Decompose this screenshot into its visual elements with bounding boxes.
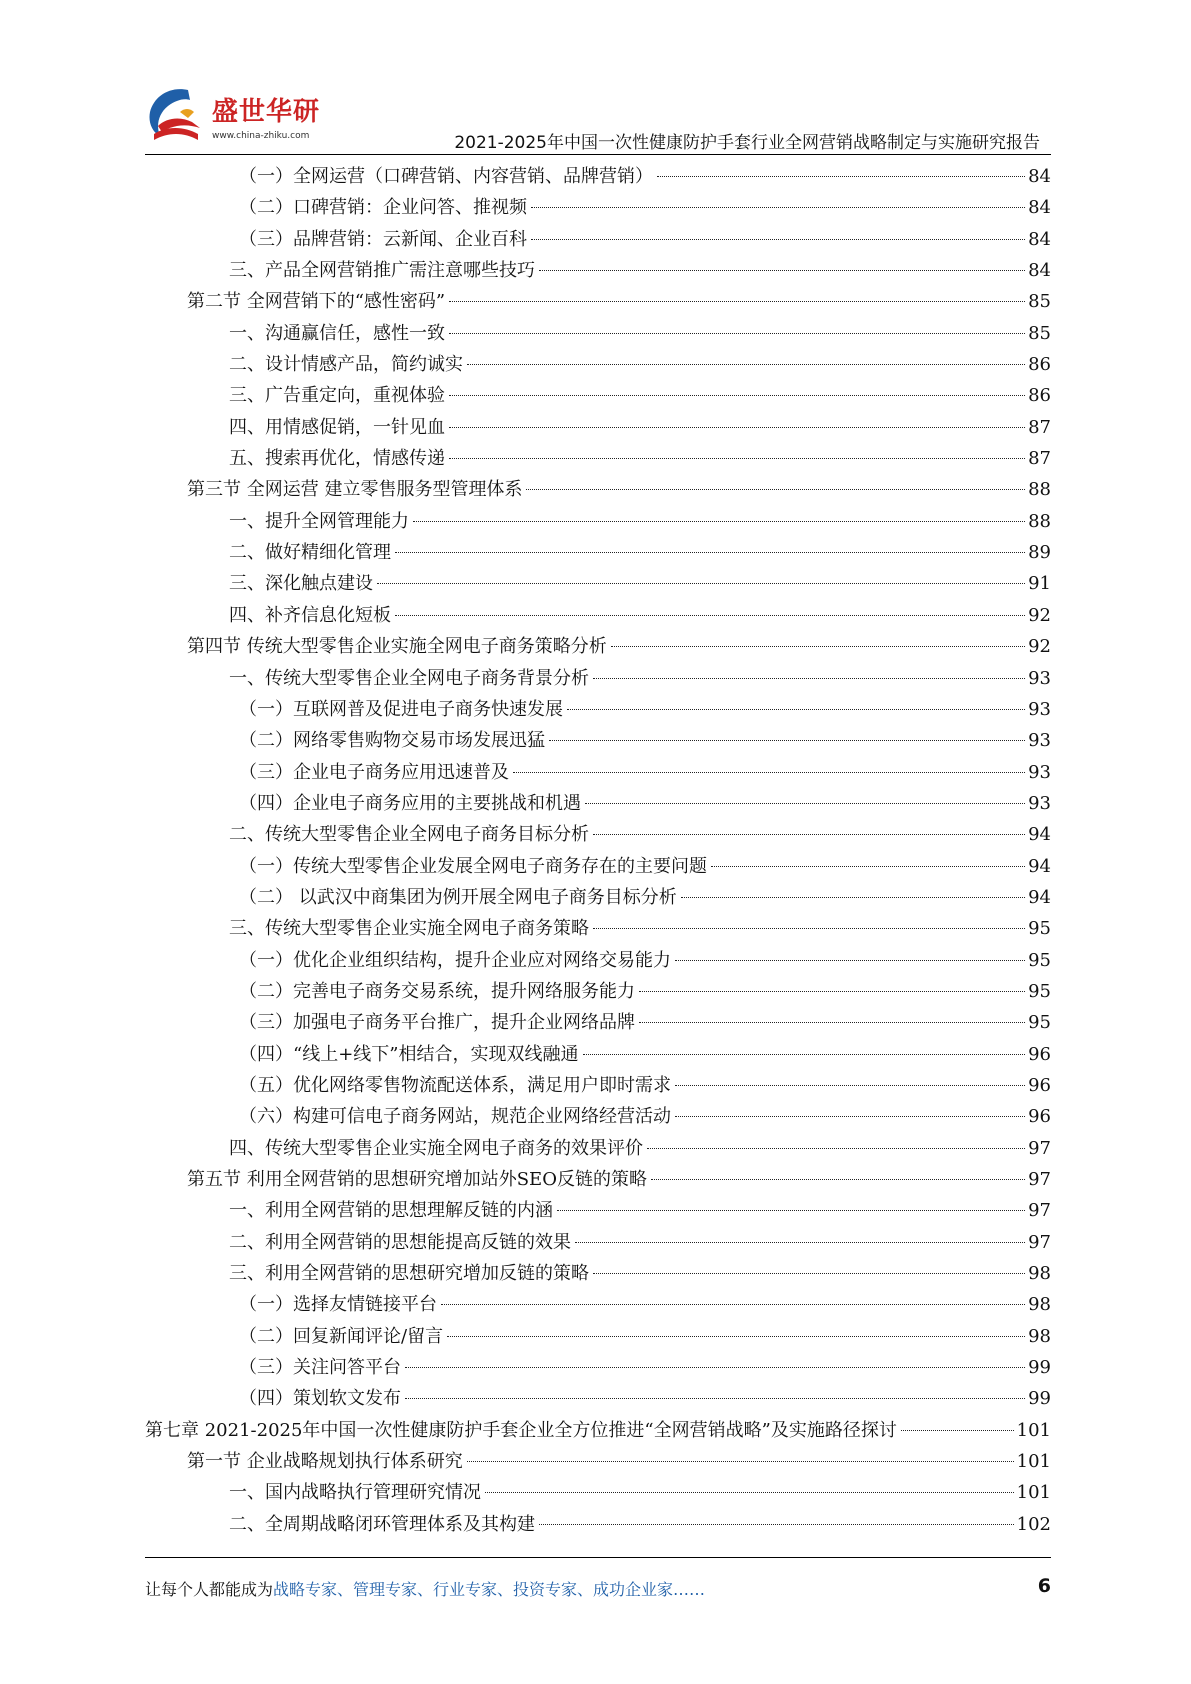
toc-dot-leader [549, 740, 1025, 741]
toc-entry-label: （三）加强电子商务平台推广，提升企业网络品牌 [239, 1012, 635, 1034]
toc-entry-page: 95 [1028, 980, 1051, 1002]
toc-dot-leader [593, 1273, 1025, 1274]
toc-entry[interactable] [145, 1258, 1051, 1289]
toc-entry[interactable] [145, 1101, 1051, 1132]
toc-entry-label: 三、深化触点建设 [229, 573, 373, 595]
toc-entry-label: （二）回复新闻评论/留言 [239, 1325, 444, 1347]
toc-dot-leader [539, 1524, 1014, 1525]
toc-entry-label: 一、国内战略执行管理研究情况 [229, 1482, 481, 1504]
footer-slogan [145, 1577, 705, 1600]
toc-entry[interactable] [145, 694, 1051, 725]
toc-entry-page: 101 [1016, 1419, 1051, 1441]
toc-entry[interactable] [145, 192, 1051, 223]
toc-entry-label: 二、传统大型零售企业全网电子商务目标分析 [229, 824, 589, 846]
toc-entry-page: 88 [1028, 479, 1051, 501]
toc-entry[interactable] [145, 1415, 1051, 1446]
toc-entry[interactable] [145, 349, 1051, 380]
toc-dot-leader [449, 333, 1025, 334]
toc-entry-label: 五、搜索再优化，情感传递 [229, 448, 445, 470]
toc-entry[interactable] [145, 1164, 1051, 1195]
toc-entry-page: 98 [1028, 1263, 1051, 1285]
report-title: 2021-2025年中国一次性健康防护手套行业全网营销战略制定与实施研究报告 [454, 133, 1040, 153]
toc-entry-page: 102 [1016, 1513, 1051, 1535]
toc-entry-label: 三、利用全网营销的思想研究增加反链的策略 [229, 1263, 589, 1285]
toc-entry-label: 一、沟通赢信任，感性一致 [229, 322, 445, 344]
toc-entry-label: 第四节 传统大型零售企业实施全网电子商务策略分析 [187, 636, 607, 658]
toc-entry[interactable] [145, 1477, 1051, 1508]
logo-name: 盛世华研 [212, 97, 321, 127]
toc-entry[interactable] [145, 1039, 1051, 1070]
toc-entry[interactable] [145, 663, 1051, 694]
toc-entry-page: 99 [1028, 1388, 1051, 1410]
toc-entry-label: 四、传统大型零售企业实施全网电子商务的效果评价 [229, 1137, 643, 1159]
toc-entry-page: 94 [1028, 886, 1051, 908]
toc-dot-leader [675, 1116, 1025, 1117]
toc-entry-label: （三）关注问答平台 [239, 1357, 401, 1379]
toc-dot-leader [675, 1085, 1025, 1086]
page-header [0, 0, 1191, 160]
toc-entry[interactable] [145, 725, 1051, 756]
toc-entry-label: （五）优化网络零售物流配送体系，满足用户即时需求 [239, 1074, 671, 1096]
toc-dot-leader [593, 678, 1025, 679]
toc-entry-page: 93 [1028, 761, 1051, 783]
toc-entry-page: 84 [1028, 166, 1051, 187]
toc-entry[interactable] [145, 631, 1051, 662]
toc-entry-label: （四）“线上+线下”相结合，实现双线融通 [239, 1043, 579, 1065]
toc-entry[interactable] [145, 443, 1051, 474]
toc-entry-label: （一）互联网普及促进电子商务快速发展 [239, 698, 563, 720]
toc-entry-page: 96 [1028, 1074, 1051, 1096]
toc-dot-leader [611, 646, 1025, 647]
toc-entry-label: 四、用情感促销，一针见血 [229, 416, 445, 438]
toc-dot-leader [681, 897, 1025, 898]
toc-entry-label: （四）企业电子商务应用的主要挑战和机遇 [239, 792, 581, 814]
toc-entry-page: 95 [1028, 949, 1051, 971]
toc-dot-leader [901, 1430, 1014, 1431]
toc-entry-page: 97 [1028, 1200, 1051, 1222]
toc-dot-leader [395, 615, 1025, 616]
toc-dot-leader [441, 1304, 1025, 1305]
toc-entry-label: （一）传统大型零售企业发展全网电子商务存在的主要问题 [239, 855, 707, 877]
slogan-accent: 战略专家、管理专家、行业专家、投资专家、成功企业家…… [273, 1580, 706, 1599]
toc-entry[interactable] [145, 913, 1051, 944]
toc-entry-page: 92 [1028, 604, 1051, 626]
toc-entry-page: 89 [1028, 542, 1051, 564]
toc-entry-label: 一、提升全网管理能力 [229, 510, 409, 532]
toc-entry-label: 一、利用全网营销的思想理解反链的内涵 [229, 1200, 553, 1222]
toc-entry-page: 94 [1028, 855, 1051, 877]
toc-entry-label: 二、设计情感产品，简约诚实 [229, 354, 463, 376]
toc-entry[interactable] [145, 255, 1051, 286]
toc-entry-page: 86 [1028, 385, 1051, 407]
toc-entry-page: 98 [1028, 1294, 1051, 1316]
toc-entry[interactable] [145, 788, 1051, 819]
footer-divider [145, 1557, 1051, 1558]
toc-dot-leader [657, 176, 1025, 177]
toc-entry[interactable] [145, 882, 1051, 913]
toc-entry[interactable] [145, 976, 1051, 1007]
toc-dot-leader [526, 489, 1025, 490]
toc-entry[interactable] [145, 380, 1051, 411]
toc-entry-page: 97 [1028, 1137, 1051, 1159]
toc-dot-leader [447, 1336, 1025, 1337]
toc-entry-page: 97 [1028, 1169, 1051, 1190]
toc-entry[interactable] [145, 819, 1051, 850]
toc-entry-page: 93 [1028, 792, 1051, 814]
toc-dot-leader [639, 1022, 1025, 1023]
toc-dot-leader [575, 1242, 1025, 1243]
toc-entry-page: 99 [1028, 1357, 1051, 1379]
toc-entry-page: 93 [1028, 730, 1051, 752]
toc-dot-leader [413, 521, 1025, 522]
page-number: 6 [1037, 1575, 1051, 1597]
toc-entry[interactable] [145, 1070, 1051, 1101]
toc-entry-label: 二、全周期战略闭环管理体系及其构建 [229, 1513, 535, 1535]
toc-dot-leader [531, 207, 1025, 208]
toc-entry-page: 84 [1028, 228, 1051, 250]
toc-entry-label: （六）构建可信电子商务网站，规范企业网络经营活动 [239, 1106, 671, 1128]
toc-entry-page: 86 [1028, 354, 1051, 376]
toc-dot-leader [639, 991, 1025, 992]
toc-dot-leader [377, 583, 1025, 584]
toc-entry[interactable] [145, 851, 1051, 882]
toc-dot-leader [585, 803, 1025, 804]
table-of-contents [145, 161, 1051, 1540]
toc-entry-label: 第五节 利用全网营销的思想研究增加站外SEO反链的策略 [187, 1169, 647, 1190]
toc-dot-leader [651, 1179, 1025, 1180]
toc-entry-label: 第一节 企业战略规划执行体系研究 [187, 1451, 463, 1473]
toc-entry-label: 二、利用全网营销的思想能提高反链的效果 [229, 1231, 571, 1253]
toc-dot-leader [539, 270, 1025, 271]
toc-entry[interactable] [145, 1133, 1051, 1164]
toc-entry[interactable] [145, 600, 1051, 631]
toc-entry[interactable] [145, 161, 1051, 192]
toc-entry-label: （三）企业电子商务应用迅速普及 [239, 761, 509, 783]
toc-entry-page: 94 [1028, 824, 1051, 846]
toc-entry-page: 85 [1028, 291, 1051, 313]
toc-entry[interactable] [145, 1446, 1051, 1477]
toc-entry-page: 92 [1028, 636, 1051, 658]
toc-dot-leader [449, 301, 1025, 302]
toc-entry-label: （一）全网运营（口碑营销、内容营销、品牌营销） [239, 166, 653, 187]
toc-entry[interactable] [145, 1352, 1051, 1383]
toc-entry[interactable] [145, 1227, 1051, 1258]
toc-entry[interactable] [145, 318, 1051, 349]
toc-entry[interactable] [145, 1007, 1051, 1038]
toc-entry[interactable] [145, 412, 1051, 443]
toc-entry-label: （二）完善电子商务交易系统，提升网络服务能力 [239, 980, 635, 1002]
toc-dot-leader [449, 427, 1025, 428]
toc-entry-label: 三、广告重定向，重视体验 [229, 385, 445, 407]
toc-dot-leader [405, 1398, 1025, 1399]
toc-dot-leader [467, 364, 1025, 365]
toc-entry-label: 三、产品全网营销推广需注意哪些技巧 [229, 260, 535, 282]
toc-entry-page: 91 [1028, 573, 1051, 595]
toc-dot-leader [467, 1461, 1014, 1462]
toc-entry-page: 95 [1028, 1012, 1051, 1034]
toc-entry-page: 87 [1028, 448, 1051, 470]
toc-entry[interactable] [145, 1321, 1051, 1352]
toc-entry-page: 101 [1016, 1451, 1051, 1473]
toc-dot-leader [593, 834, 1025, 835]
toc-entry[interactable] [145, 1383, 1051, 1414]
toc-entry-page: 84 [1028, 197, 1051, 219]
toc-dot-leader [513, 772, 1025, 773]
toc-dot-leader [647, 1148, 1025, 1149]
toc-entry[interactable] [145, 1509, 1051, 1540]
toc-entry[interactable] [145, 286, 1051, 317]
toc-entry-page: 101 [1016, 1482, 1051, 1504]
toc-entry-label: （二） 以武汉中商集团为例开展全网电子商务目标分析 [239, 886, 677, 908]
toc-entry-label: （一）优化企业组织结构，提升企业应对网络交易能力 [239, 949, 671, 971]
toc-dot-leader [531, 239, 1025, 240]
toc-entry-label: （二）网络零售购物交易市场发展迅猛 [239, 730, 545, 752]
toc-dot-leader [449, 395, 1025, 396]
toc-dot-leader [485, 1492, 1014, 1493]
header-divider [145, 154, 1051, 155]
toc-dot-leader [711, 866, 1025, 867]
toc-entry-label: 第三节 全网运营 建立零售服务型管理体系 [187, 479, 523, 501]
toc-entry-label: 二、做好精细化管理 [229, 542, 391, 564]
toc-entry[interactable] [145, 757, 1051, 788]
toc-dot-leader [405, 1367, 1025, 1368]
toc-entry-page: 98 [1028, 1325, 1051, 1347]
toc-dot-leader [395, 552, 1025, 553]
toc-entry[interactable] [145, 945, 1051, 976]
toc-entry[interactable] [145, 568, 1051, 599]
toc-dot-leader [675, 960, 1025, 961]
toc-entry[interactable] [145, 1195, 1051, 1226]
toc-entry-label: 三、传统大型零售企业实施全网电子商务策略 [229, 918, 589, 940]
toc-entry[interactable] [145, 1289, 1051, 1320]
toc-dot-leader [449, 458, 1025, 459]
toc-entry-label: （一）选择友情链接平台 [239, 1294, 437, 1316]
toc-dot-leader [567, 709, 1025, 710]
toc-dot-leader [583, 1054, 1026, 1055]
toc-entry-page: 93 [1028, 667, 1051, 689]
toc-entry-label: 四、补齐信息化短板 [229, 604, 391, 626]
toc-entry-page: 95 [1028, 918, 1051, 940]
slogan-prefix: 让每个人都能成为 [145, 1580, 274, 1599]
toc-entry-label: （三）品牌营销：云新闻、企业百科 [239, 228, 527, 250]
toc-entry[interactable] [145, 224, 1051, 255]
toc-entry-label: （二）口碑营销：企业问答、推视频 [239, 197, 527, 219]
toc-entry-label: 第二节 全网营销下的“感性密码” [187, 291, 446, 313]
toc-entry-page: 88 [1028, 510, 1051, 532]
toc-entry-page: 87 [1028, 416, 1051, 438]
toc-entry-page: 96 [1028, 1043, 1051, 1065]
toc-entry[interactable] [145, 537, 1051, 568]
toc-entry-label: 一、传统大型零售企业全网电子商务背景分析 [229, 667, 589, 689]
toc-entry-page: 96 [1028, 1106, 1051, 1128]
toc-entry-page: 84 [1028, 260, 1051, 282]
toc-entry-page: 85 [1028, 322, 1051, 344]
toc-dot-leader [593, 928, 1025, 929]
toc-entry[interactable] [145, 474, 1051, 505]
toc-entry-page: 93 [1028, 698, 1051, 720]
toc-entry[interactable] [145, 506, 1051, 537]
toc-dot-leader [557, 1210, 1025, 1211]
toc-entry-label: （四）策划软文发布 [239, 1388, 401, 1410]
logo-url: www.china-zhiku.com [212, 131, 310, 141]
toc-entry-label: 第七章 2021-2025年中国一次性健康防护手套企业全方位推进“全网营销战略”及实施路径探讨 [145, 1419, 897, 1441]
toc-entry-page: 97 [1028, 1231, 1051, 1253]
